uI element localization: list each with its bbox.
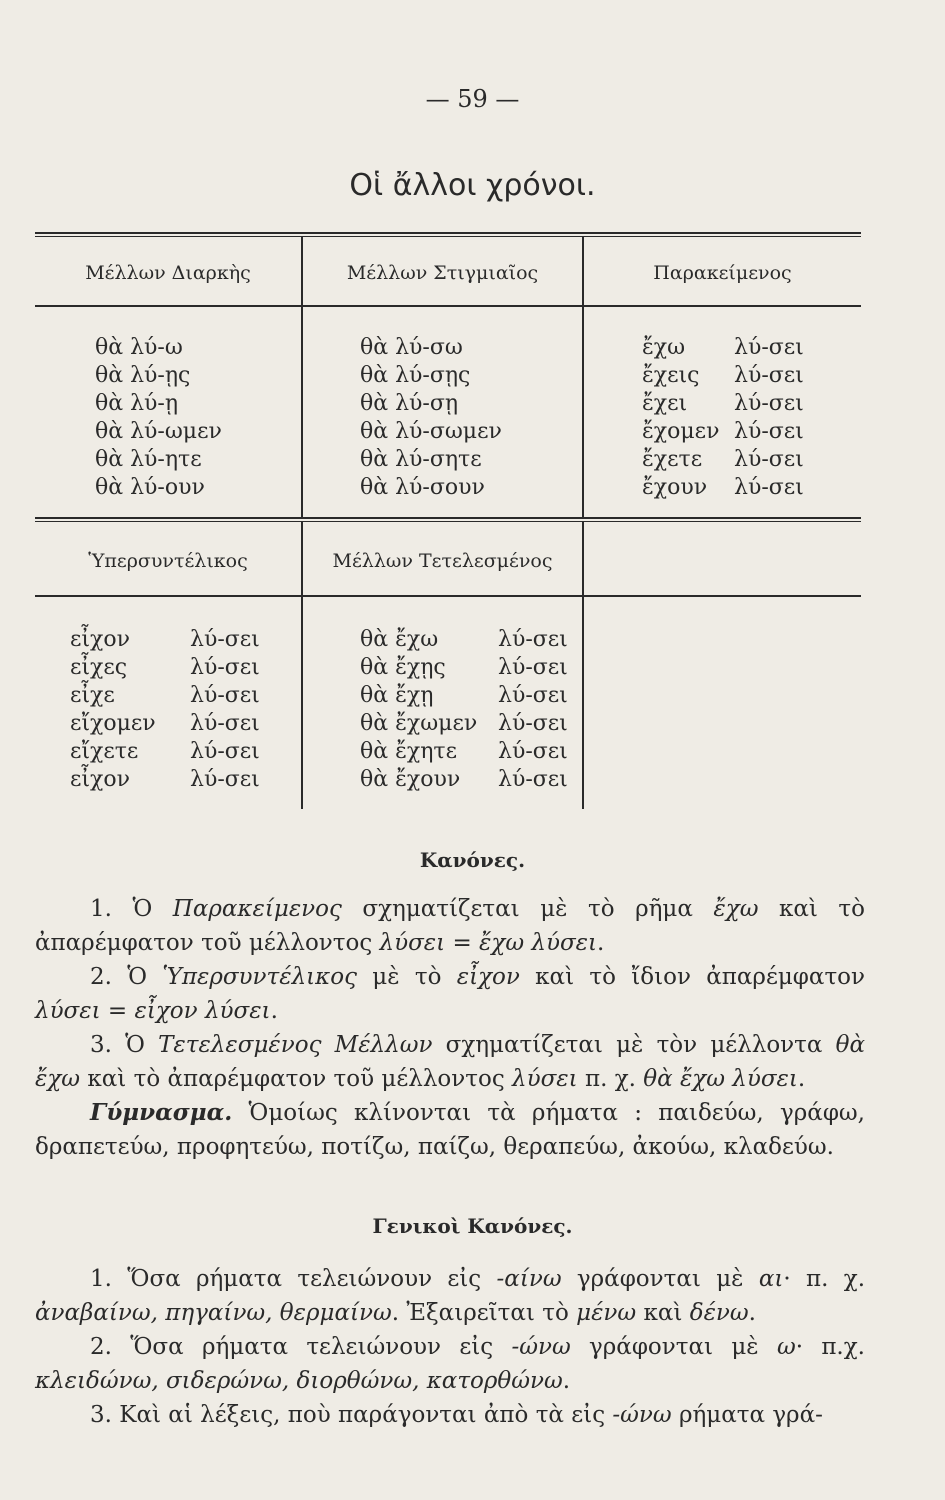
- conjugation-form: θὰ λύ-σουν: [360, 475, 485, 500]
- conjugation-form: θὰ λύ-σω: [360, 335, 463, 360]
- table-rule-top-inner: [35, 236, 861, 237]
- column-future-perfect: [360, 626, 568, 794]
- conjugation-form: ἔχεις λύ-σει: [642, 363, 804, 388]
- conjugation-form: θὰ λύ-σωμεν: [360, 419, 502, 444]
- conjugation-form: ἔχω λύ-σει: [642, 335, 804, 360]
- header-future-simple: Μέλλων Στιγμιαῖος: [346, 262, 539, 284]
- rule-1: 1. Ὁ Παρακείμενος σχηματίζεται μὲ τὸ ρῆμα ἔχω καὶ τὸ ἀπαρέμφατον τοῦ μέλλοντος λύσει = ἔχω λύσει.: [35, 896, 866, 956]
- conjugation-form: θὰ λύ-σῃς: [360, 363, 471, 388]
- conjugation-form: εἶχον λύ-σει: [70, 767, 260, 792]
- column-perfect: [642, 334, 804, 502]
- conjugation-form: θὰ λύ-ῃς: [95, 363, 191, 388]
- general-rule-1: 1. Ὅσα ρήματα τελειώνουν εἰς -αίνω γράφονται μὲ αι· π. χ. ἀναβαίνω, πηγαίνω, θερμαίνω. Ἐξαιρεῖται τὸ μένω καὶ δένω.: [35, 1266, 866, 1326]
- conjugation-form: εἴχετε λύ-σει: [70, 739, 260, 764]
- header-future-continuous: Μέλλων Διαρκὴς: [85, 262, 251, 284]
- conjugation-form: ἔχετε λύ-σει: [642, 447, 804, 472]
- conjugation-form: ἔχει λύ-σει: [642, 391, 804, 416]
- conjugation-form: θὰ λύ-ωμεν: [95, 419, 222, 444]
- conjugation-form: εἴχομεν λύ-σει: [70, 711, 260, 736]
- rules-section: [35, 892, 865, 1164]
- conjugation-form: θὰ λύ-ω: [95, 335, 183, 360]
- conjugation-form: ἔχομεν λύ-σει: [642, 419, 804, 444]
- conjugation-form: ἔχουν λύ-σει: [642, 475, 804, 500]
- conjugation-form: θὰ ἔχητε λύ-σει: [360, 739, 568, 764]
- table-rule-bottom-inner: [35, 521, 861, 522]
- general-rule-2: 2. Ὅσα ρήματα τελειώνουν εἰς -ώνω γράφονται μὲ ω· π.χ. κλειδώνω, σιδερώνω, διορθώνω, κατορθώνω.: [35, 1334, 865, 1394]
- conjugation-form: θὰ λύ-ῃ: [95, 391, 179, 416]
- conjugation-form: θὰ ἔχῃς λύ-σει: [360, 655, 568, 680]
- column-future-continuous: [95, 334, 222, 502]
- conjugation-form: εἶχον λύ-σει: [70, 627, 260, 652]
- general-rule-3: 3. Καὶ αἱ λέξεις, ποὺ παράγονται ἀπὸ τὰ εἰς -ώνω ρήματα γρά-: [90, 1402, 823, 1428]
- general-rules-section: [35, 1262, 865, 1432]
- general-rules-heading: Γενικοὶ Κανόνες.: [372, 1214, 573, 1238]
- table-rule-header: [35, 305, 861, 307]
- table2-rule-header: [35, 595, 861, 597]
- rules-heading: Κανόνες.: [419, 848, 526, 872]
- conjugation-form: θὰ λύ-σητε: [360, 447, 482, 472]
- rule-2: 2. Ὁ Ὑπερσυντέλικος μὲ τὸ εἶχον καὶ τὸ ἴδιον ἀπαρέμφατον λύσει = εἶχον λύσει.: [35, 964, 865, 1024]
- conjugation-form: εἶχες λύ-σει: [70, 655, 260, 680]
- page-number: — 59 —: [425, 85, 520, 113]
- table-rule-top: [35, 232, 861, 234]
- column-future-simple: [360, 334, 502, 502]
- table-rule-bottom: [35, 517, 861, 519]
- header-future-perfect: Μέλλων Τετελεσμένος: [332, 550, 553, 572]
- conjugation-form: θὰ ἔχῃ λύ-σει: [360, 683, 568, 708]
- conjugation-form: εἶχε λύ-σει: [70, 683, 260, 708]
- conjugation-form: θὰ λύ-σῃ: [360, 391, 459, 416]
- table2-divider-2: [582, 522, 584, 809]
- conjugation-form: θὰ λύ-ουν: [95, 475, 205, 500]
- conjugation-form: θὰ ἔχωμεν λύ-σει: [360, 711, 568, 736]
- header-perfect: Παρακείμενος: [653, 262, 792, 284]
- column-pluperfect: [70, 626, 260, 794]
- rule-3: 3. Ὁ Τετελεσμένος Μέλλων σχηματίζεται μὲ τὸν μέλλοντα θὰ ἔχω καὶ τὸ ἀπαρέμφατον τοῦ μέλλοντος λύσει π. χ. θὰ ἔχω λύσει.: [35, 1032, 865, 1092]
- header-pluperfect: Ὑπερσυντέλικος: [88, 550, 248, 572]
- section-title: Οἱ ἄλλοι χρόνοι.: [349, 168, 596, 203]
- conjugation-form: θὰ λύ-ητε: [95, 447, 202, 472]
- conjugation-form: θὰ ἔχουν λύ-σει: [360, 767, 568, 792]
- conjugation-form: θὰ ἔχω λύ-σει: [360, 627, 568, 652]
- exercise: Γύμνασμα. Ὁμοίως κλίνονται τὰ ρήματα : παιδεύω, γράφω, δραπετεύω, προφητεύω, ποτίζω, παίζω, θεραπεύω, ἀκούω, κλαδεύω.: [35, 1099, 865, 1160]
